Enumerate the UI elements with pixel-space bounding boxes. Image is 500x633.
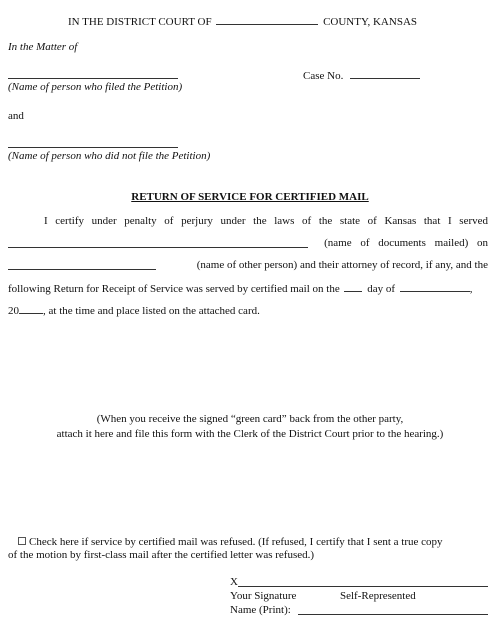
- body-line-4-day: day of: [367, 283, 396, 295]
- petitioner-name-blank[interactable]: [8, 78, 178, 79]
- your-signature-label: Your Signature: [230, 590, 297, 602]
- petitioner-caption: (Name of person who filed the Petition): [8, 81, 183, 93]
- county-name-blank[interactable]: [216, 14, 318, 25]
- case-number-blank[interactable]: [350, 68, 420, 79]
- body-line-4: following Return for Receipt of Service was served by certified mail on the day of ,: [8, 283, 473, 295]
- court-header-prefix: IN THE DISTRICT COURT OF: [68, 16, 212, 28]
- in-the-matter-of-label: In the Matter of: [8, 41, 78, 53]
- service-day-blank[interactable]: [344, 281, 362, 292]
- refused-line-1: [18, 536, 443, 548]
- case-number-field: [303, 68, 420, 82]
- respondent-caption: (Name of person who did not file the Petition): [8, 150, 211, 162]
- refused-line-2: of the motion by first-class mail after the certified letter was refused.): [8, 549, 315, 561]
- respondent-name-blank[interactable]: [8, 147, 178, 148]
- body-line-3: [8, 259, 488, 273]
- instructions-line-1: (When you receive the signed “green card” back from the other party,: [96, 413, 404, 425]
- instructions-line-2: attach it here and file this form with the Clerk of the District Court prior to the hearing.): [56, 428, 444, 440]
- signature-line[interactable]: [238, 586, 488, 587]
- court-header-suffix: COUNTY, KANSAS: [323, 16, 418, 28]
- case-number-label: Case No.: [303, 70, 344, 82]
- other-person-blank[interactable]: [8, 259, 156, 270]
- self-represented-label: Self-Represented: [340, 590, 416, 602]
- body-line-2-text: (name of documents mailed) on: [324, 237, 488, 249]
- body-line-4-text: following Return for Receipt of Service was served by certified mail on the: [8, 283, 340, 295]
- documents-mailed-blank[interactable]: [8, 237, 308, 248]
- body-line-2: [8, 237, 488, 251]
- body-line-3-text: (name of other person) and their attorney of record, if any, and the: [196, 259, 488, 271]
- body-line-1-text: I certify under penalty of perjury under the laws of the state of Kansas that I served: [44, 215, 488, 227]
- body-line-5-text: , at the time and place listed on the attached card.: [43, 305, 260, 317]
- name-print-label: Name (Print):: [230, 604, 291, 616]
- body-line-5-year-prefix: 20: [8, 305, 19, 317]
- service-month-blank[interactable]: [400, 281, 470, 292]
- name-print-line[interactable]: [298, 614, 488, 615]
- body-line-1: [44, 215, 488, 228]
- body-line-5: [8, 303, 260, 317]
- service-year-blank[interactable]: [19, 303, 43, 314]
- form-title: RETURN OF SERVICE FOR CERTIFIED MAIL: [131, 191, 369, 203]
- refused-checkbox[interactable]: [18, 537, 26, 545]
- refused-line-1-text: Check here if service by certified mail was refused. (If refused, I certify that I sent a true copy: [29, 536, 443, 548]
- court-header: [68, 14, 417, 28]
- and-label: and: [8, 110, 24, 122]
- signature-x-mark: X: [230, 576, 238, 588]
